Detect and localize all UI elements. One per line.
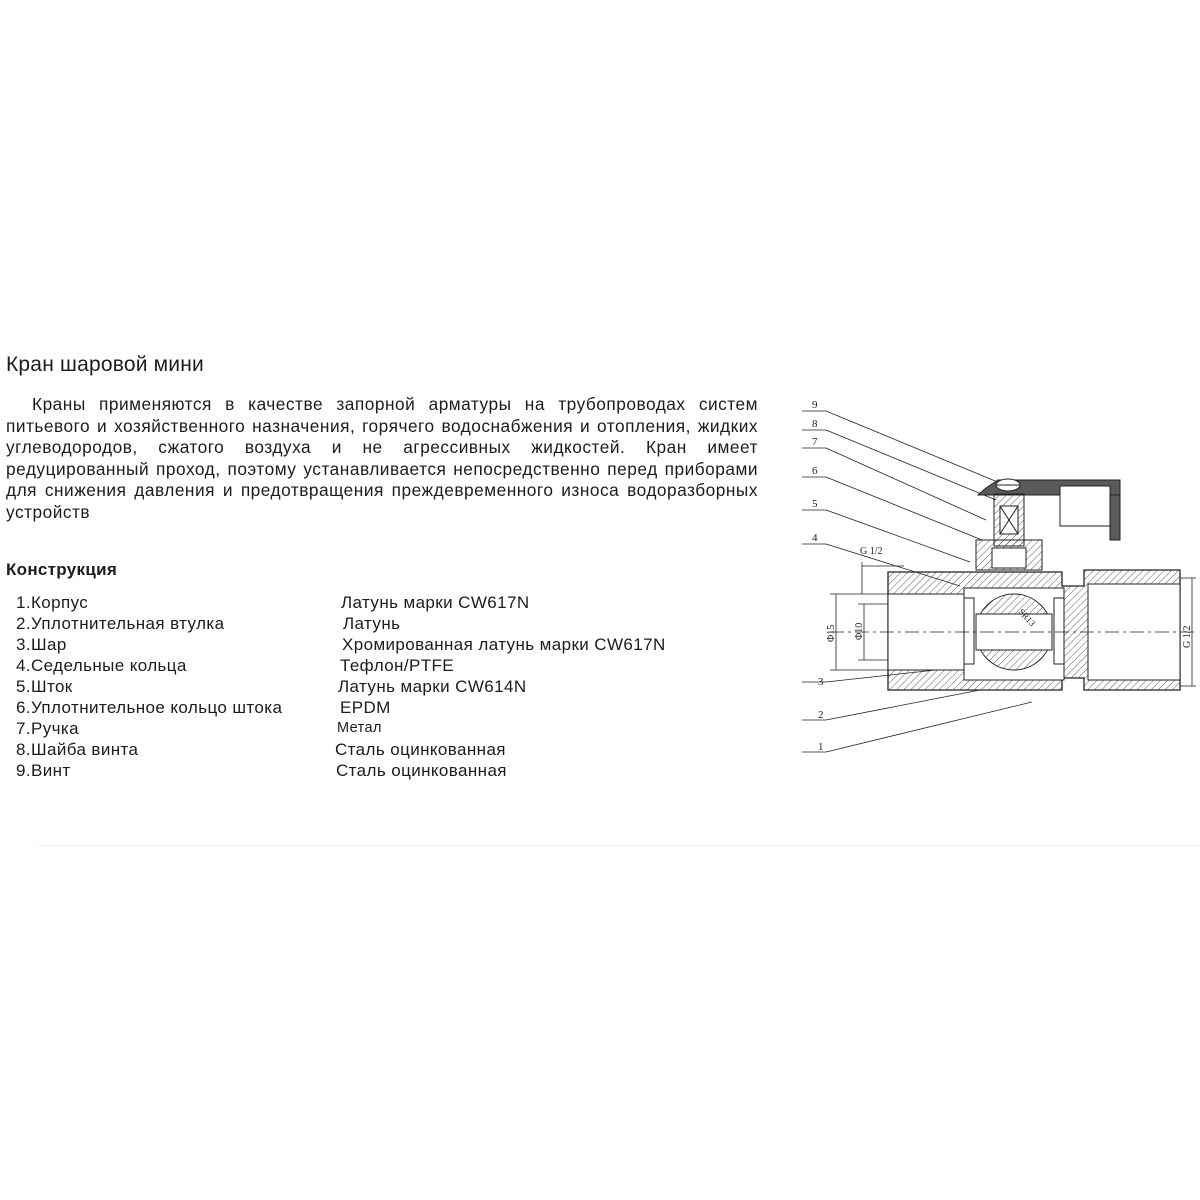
footer-divider [36, 845, 1200, 846]
part-name: 1.Корпус [16, 593, 89, 612]
part-material: Латунь марки CW617N [341, 593, 530, 612]
part-row [16, 676, 756, 697]
callout-7: 7 [812, 436, 818, 448]
part-material: Тефлон/PTFE [340, 656, 455, 675]
part-material: Метал [337, 720, 382, 736]
callout-9: 9 [812, 399, 818, 411]
part-row [16, 613, 756, 634]
callout-4: 4 [812, 532, 818, 544]
valve-drawing [800, 390, 1200, 770]
part-row [16, 592, 756, 613]
dim-thread-right: G 1/2 [1182, 625, 1193, 648]
part-name: 5.Шток [16, 677, 73, 696]
callout-2: 2 [818, 709, 824, 721]
callout-numbers [812, 399, 824, 753]
valve-body [830, 570, 1196, 690]
part-row [16, 655, 756, 676]
part-row [16, 739, 756, 760]
part-name: 2.Уплотнительная втулка [16, 614, 225, 633]
intro-text: Краны применяются в качестве запорной арматуры на трубопроводах систем питьевого и хозяйственного назначения, горячего водоснабжения и отопления, жидких углеводородов, сжатого воздуха и не агрессивных жидкостей. Кран имеет редуцированный проход, поэтому устанавливается непосредственно перед приборами для снижения давления и предотвращения преждевременного износа водоразборных устройств [6, 394, 758, 522]
part-name: 7.Ручка [16, 719, 79, 738]
dim-ball-radius: SR13 [1016, 606, 1038, 629]
dim-inner-diameter: Φ10 [854, 622, 865, 640]
part-material: Латунь [343, 614, 401, 633]
callout-5: 5 [812, 498, 818, 510]
valve-stem [976, 494, 1042, 570]
part-name: 8.Шайба винта [16, 740, 139, 759]
part-row [16, 697, 756, 718]
dim-thread-top: G 1/2 [860, 546, 883, 557]
page-title: Кран шаровой мини [6, 353, 204, 376]
construction-heading: Конструкция [6, 560, 118, 579]
part-material: Латунь марки CW614N [338, 677, 527, 696]
part-material: Хромированная латунь марки CW617N [342, 635, 666, 654]
part-row [16, 634, 756, 655]
dim-outer-diameter: Φ15 [826, 624, 837, 642]
part-material: EPDM [340, 698, 391, 717]
part-name: 3.Шар [16, 635, 67, 654]
part-name: 4.Седельные кольца [16, 656, 187, 675]
part-material: Сталь оцинкованная [336, 761, 507, 780]
intro-paragraph [6, 394, 758, 523]
part-row [16, 718, 756, 739]
parts-list [16, 592, 756, 781]
part-name: 9.Винт [16, 761, 71, 780]
callout-8: 8 [812, 418, 818, 430]
callout-3: 3 [818, 676, 824, 688]
part-material: Сталь оцинкованная [335, 740, 506, 759]
callout-6: 6 [812, 465, 818, 477]
part-row [16, 760, 756, 781]
screw [996, 479, 1020, 491]
part-name: 6.Уплотнительное кольцо штока [16, 698, 283, 717]
callout-1: 1 [818, 741, 824, 753]
